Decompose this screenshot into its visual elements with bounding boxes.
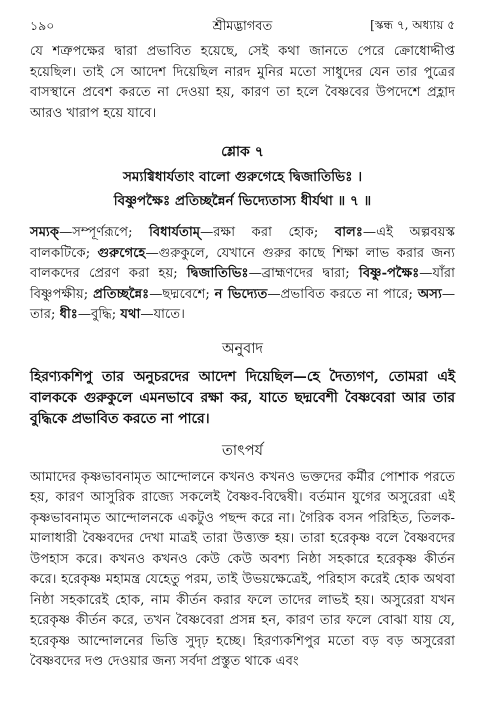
synonym-meaning: —ব্রাহ্মণদের দ্বারা;: [248, 266, 360, 281]
synonym-word: বালঃ: [334, 225, 363, 240]
purport-heading: তাৎপর্য: [221, 442, 264, 459]
synonym-meaning: —এই অল্পবয়স্ক বালকটিকে;: [30, 225, 455, 261]
synonym-meaning: —রক্ষা করা হোক;: [200, 225, 335, 240]
synonym-word: প্রতিচ্ছন্নৈঃ: [93, 286, 150, 302]
translation-text: হিরণ্যকশিপু তার অনুচরদের আদেশ দিয়েছিল—হে দৈত্যগণ, তোমরা এই বালককে গুরুকুলে এমনভাবে রক্ষা কর, যাতে ছদ্মবেশী বৈষ্ণবেরা আর তার বুদ্ধিকে প্রভাবিত করতে না পারে।: [30, 368, 455, 427]
synonyms-paragraph: [30, 223, 455, 326]
synonym-meaning: —বুদ্ধি;: [77, 307, 121, 322]
synonym-meaning: —যাতে।: [140, 307, 185, 322]
synonym-meaning: —যাঁরা বিষ্ণুপক্ষীয়;: [30, 266, 455, 302]
synonym-word: বিষ্ণু-পক্ষৈঃ: [359, 266, 420, 281]
synonym-word: যথা: [120, 307, 141, 322]
translation-heading: অনুবাদ: [221, 340, 264, 357]
page-number: ১৯০: [30, 18, 55, 33]
synonym-word: গুরুগেহে: [97, 245, 146, 261]
synonym-meaning: —সম্পূর্ণরূপে;: [59, 225, 150, 240]
intro-paragraph: যে শত্রুপক্ষের দ্বারা প্রভাবিত হয়েছে, সেই কথা জানতে পেরে ক্রোধোদ্দীপ্ত হয়েছিল। তাই সে আদেশ দিয়েছিল নারদ মুনির মতো সাধুদের যেন তার পুত্রের বাসস্থানে প্রবেশ করতে না দেওয়া হয়, কারণ তা হলে বৈষ্ণবের উপদেশে প্রহ্লাদ আরও খারাপ হয়ে যাবে।: [30, 44, 455, 121]
book-title: শ্রীমদ্ভাগবত: [212, 19, 273, 34]
synonym-meaning: —গুরুকুলে, যেখানে গুরুর কাছে শিক্ষা লাভ করার জন্য বালকদের প্রেরণ করা হয়;: [30, 245, 455, 281]
chapter-reference: [স্কন্ধ ৭, অধ্যায় ৫: [370, 18, 455, 32]
synonym-word: বিধার্যতাম্: [149, 225, 201, 240]
verse-heading: শ্লোক ৭: [221, 144, 264, 160]
synonym-word: দ্বিজাতিভিঃ: [187, 266, 249, 281]
synonym-meaning: —তার;: [30, 286, 455, 322]
page-header: [30, 0, 455, 34]
synonym-word: ধীঃ: [59, 307, 78, 322]
synonym-word: সম্যক্: [30, 225, 60, 240]
verse-line-2: বিষ্ণুপক্ষৈঃ প্রতিচ্ছন্নৈর্ন ভিদ্যেতাস্য ধীর্যথা ॥ ৭ ॥: [113, 192, 372, 209]
synonym-meaning: —প্রভাবিত করতে না পারে;: [267, 286, 418, 302]
verse-line-1: সম্যগ্বিধার্যতাং বালো গুরুগেহে দ্বিজাতিভিঃ ।: [122, 169, 363, 185]
synonym-word: ন ভিদ্যেত: [214, 286, 268, 302]
purport-paragraph: আমাদের কৃষ্ণভাবনামৃত আন্দোলনে কখনও কখনও ভক্তদের কর্মীর পোশাক পরতে হয়, কারণ আসুরিক রাজ্যে সকলেই বৈষ্ণব-বিদ্বেষী। বর্তমান যুগের অসুরেরা এই কৃষ্ণভাবনামৃত আন্দোলনকে একটুও পছন্দ করে না। গৈরিক বসন পরিহিত, তিলক-মালাধারী বৈষ্ণবদের দেখা মাত্রই তারা উত্ত্যক্ত হয়। তারা হরেকৃষ্ণ বলে বৈষ্ণবদের উপহাস করে। কখনও কখনও কেউ কেউ অবশ্য নিষ্ঠা সহকারে হরেকৃষ্ণ কীর্তন করে। হরেকৃষ্ণ মহামন্ত্র যেহেতু পরম, তাই উভয়ক্ষেত্রেই, পরিহাস করেই হোক অথবা নিষ্ঠা সহকারেই হোক, নাম কীর্তন করার ফলে তাদের লাভই হয়। অসুরেরা যখন হরেকৃষ্ণ কীর্তন করে, তখন বৈষ্ণবেরা প্রসন্ন হন, কারণ তার ফলে বোঝা যায় যে, হরেকৃষ্ণ আন্দোলনের ভিত্তি সুদৃঢ় হচ্ছে। হিরণ্যকশিপুর মতো বড় বড় অসুরেরা বৈষ্ণবদের দণ্ড দেওয়ার জন্য সর্বদা প্রস্তুত থাকে এবং: [30, 469, 455, 669]
synonym-word: অস্য: [417, 286, 442, 302]
synonym-meaning: —ছদ্মবেশে;: [149, 286, 215, 302]
